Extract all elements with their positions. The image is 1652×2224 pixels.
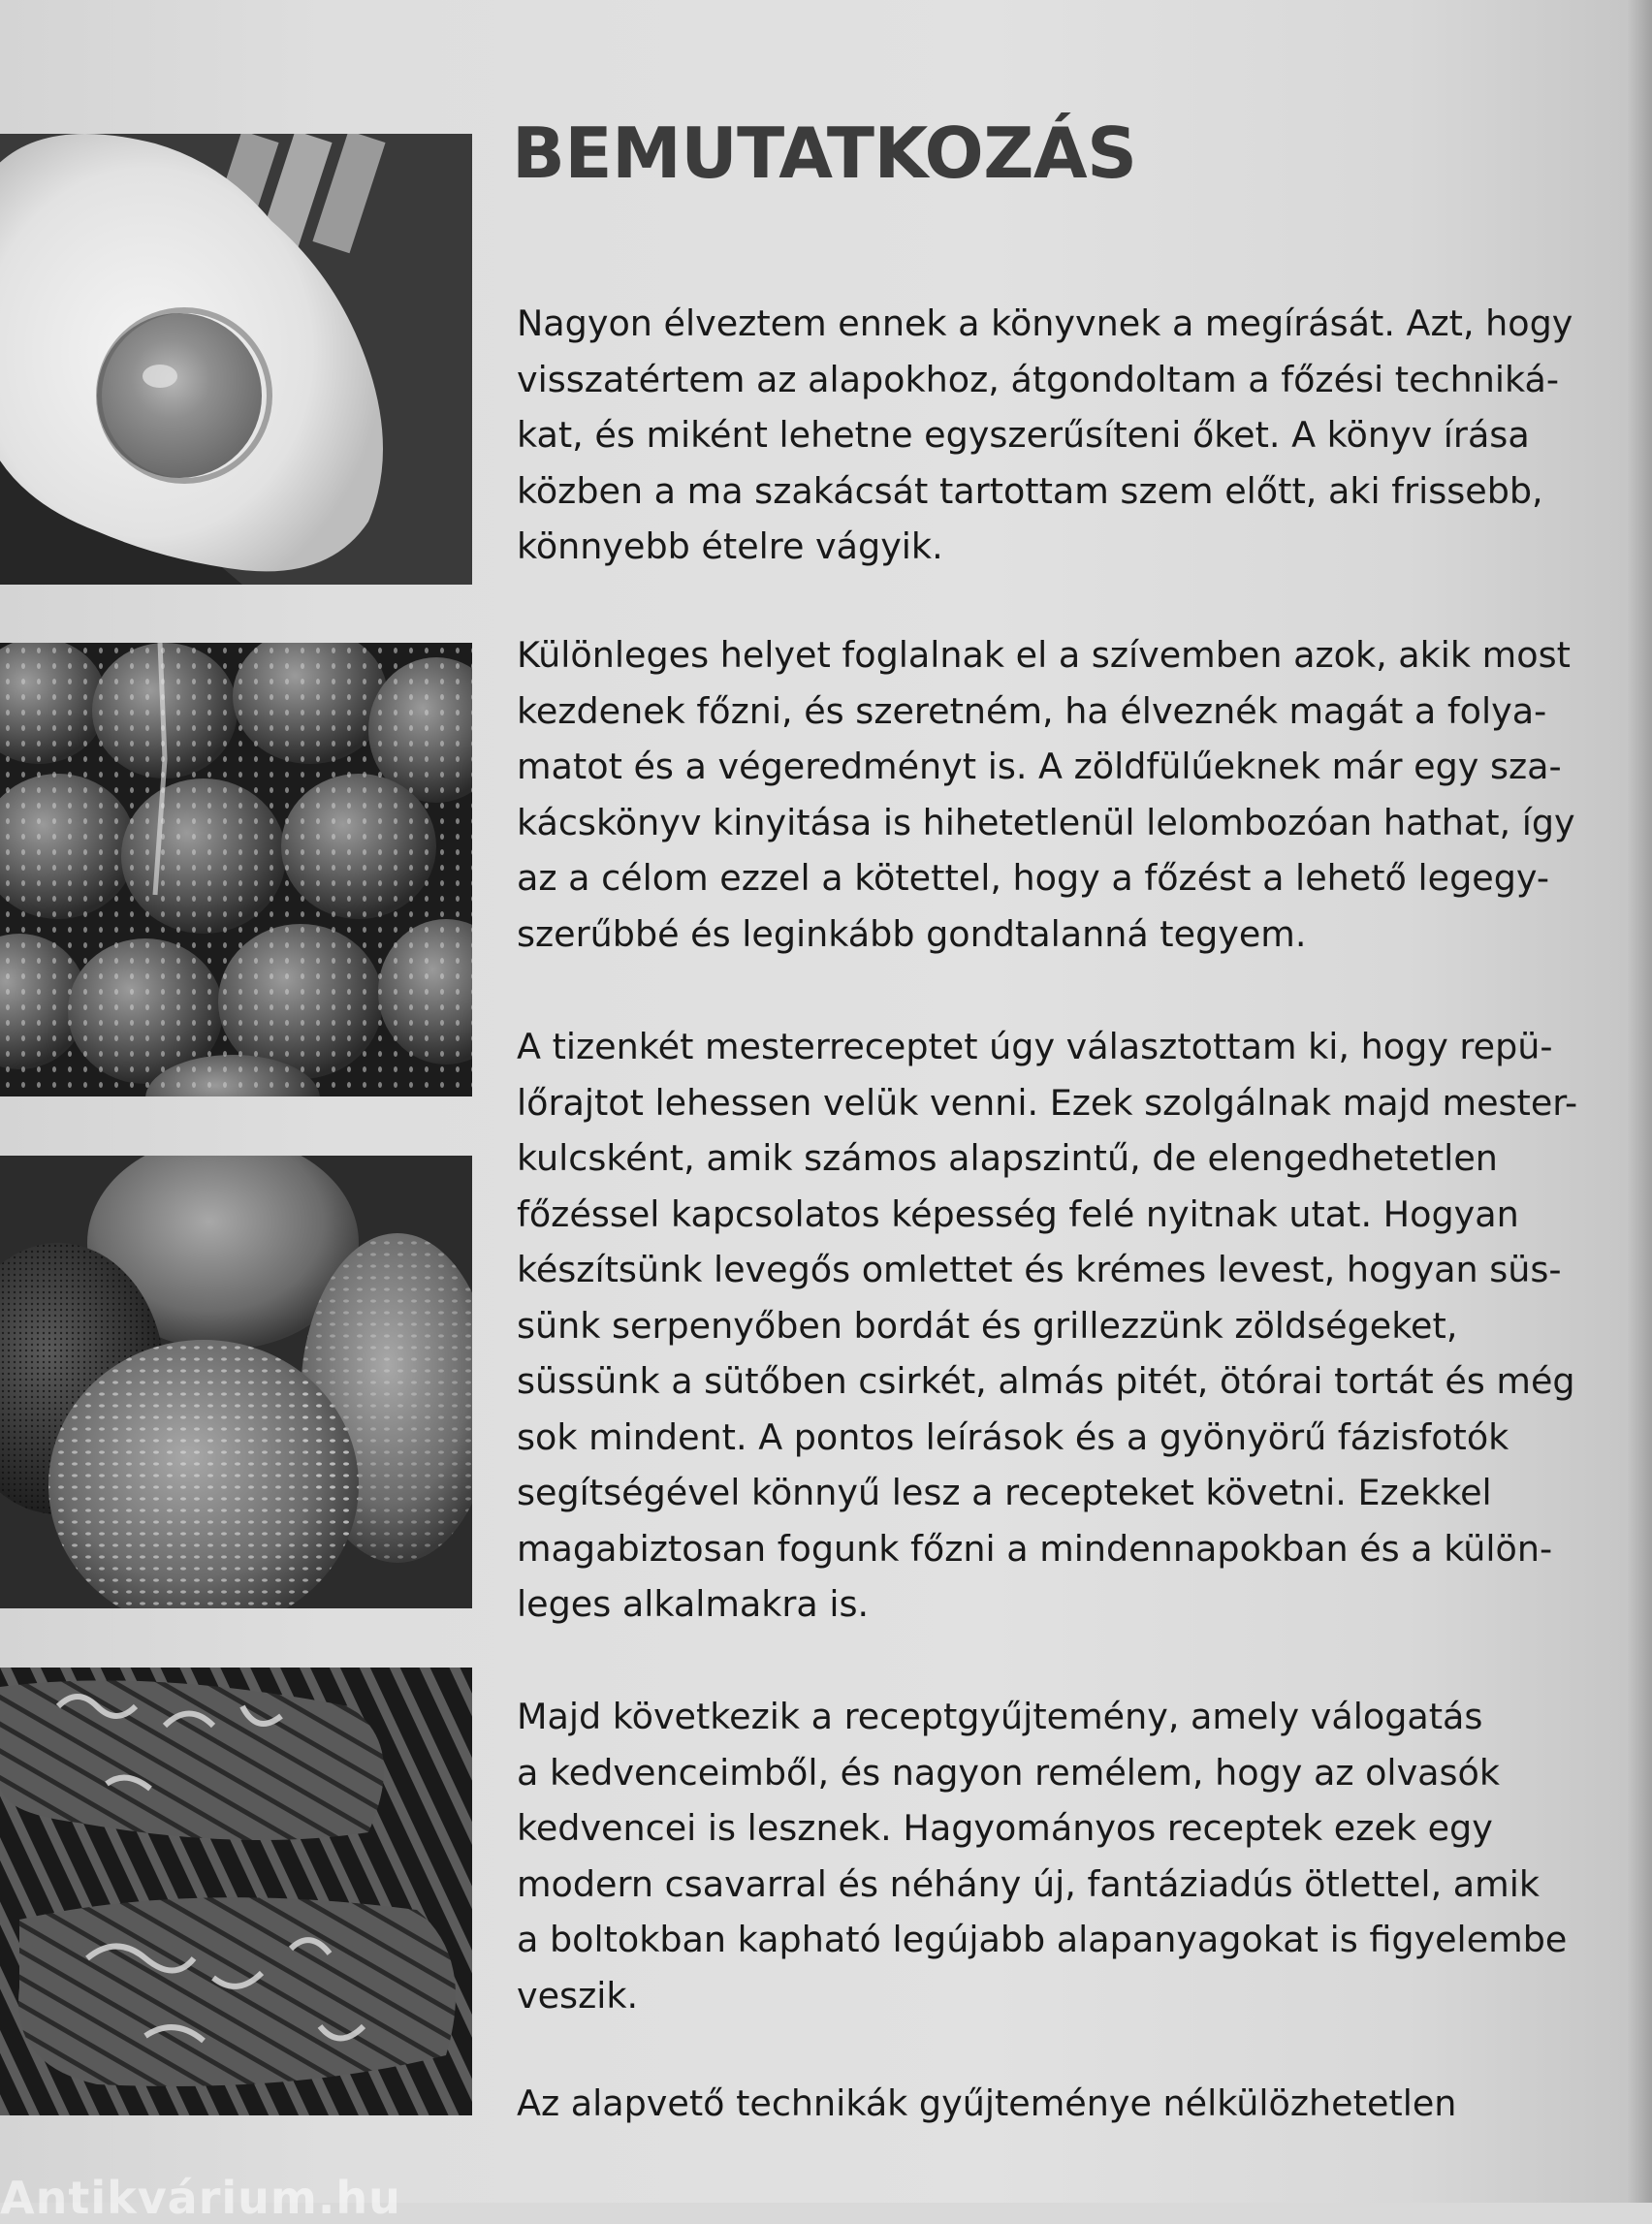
text-line: magabiztosan fogunk főzni a mindennapokban és a külön- [517, 1527, 1553, 1570]
text-line: kedvencei is lesznek. Hagyományos receptek ezek egy [517, 1807, 1493, 1849]
page-title: BEMUTATKOZÁS [512, 112, 1137, 194]
text-line: Nagyon élveztem ennek a könyvnek a megírását. Azt, hogy [517, 302, 1573, 344]
text-line: kulcsként, amik számos alapszintű, de elengedhetetlen [517, 1137, 1498, 1179]
text-line: sok mindent. A pontos leírások és a gyönyörű fázisfotók [517, 1415, 1509, 1458]
text-line: veszik. [517, 1974, 639, 2017]
bread-rolls-photo [0, 1156, 472, 1608]
intro-paragraph-1 [517, 296, 1622, 575]
text-line: Az alapvető technikák gyűjteménye nélkülözhetetlen [517, 2082, 1457, 2124]
text-line: az a célom ezzel a kötettel, hogy a főzést a lehető legegy- [517, 857, 1550, 899]
text-line: modern csavarral és néhány új, fantáziadús ötlettel, amik [517, 1862, 1540, 1905]
grilled-meat-photo [0, 1668, 472, 2115]
text-line: segítségével könnyű lesz a recepteket követni. Ezekkel [517, 1472, 1492, 1513]
fried-egg-image [0, 134, 472, 585]
strawberries-photo [0, 643, 472, 1096]
text-line: kácskönyv kinyitása is hihetetlenül lelombozóan hathat, így [517, 801, 1575, 843]
text-line: süssünk a sütőben csirkét, almás pitét, ötórai tortát és még [517, 1360, 1575, 1402]
watermark: Antikvárium.hu [0, 2172, 401, 2224]
grilled-meat-image [0, 1668, 472, 2115]
text-line: sünk serpenyőben bordát és grillezzünk zöldségeket, [517, 1304, 1458, 1347]
text-line: szerűbbé és leginkább gondtalanná tegyem. [517, 912, 1307, 955]
text-line: leges alkalmakra is. [517, 1583, 870, 1625]
intro-paragraph-5 [517, 2076, 1622, 2132]
text-line: Majd következik a receptgyűjtemény, amely válogatás [517, 1696, 1483, 1737]
text-line: főzéssel kapcsolatos képesség felé nyitnak utat. Hogyan [517, 1192, 1519, 1235]
strawberries-image [0, 643, 472, 1096]
text-line: kezdenek főzni, és szeretném, ha élveznék magát a folya- [517, 689, 1547, 732]
text-line: lőrajtot lehessen velük venni. Ezek szolgálnak majd mester- [517, 1081, 1578, 1124]
text-line: a kedvenceimből, és nagyon remélem, hogy az olvasók [517, 1751, 1501, 1794]
intro-paragraph-2 [517, 627, 1622, 962]
text-line: matot és a végeredményt is. A zöldfülűeknek már egy sza- [517, 746, 1562, 787]
intro-paragraph-4 [517, 1689, 1622, 2023]
text-line: könnyebb ételre vágyik. [517, 525, 943, 567]
text-line: Különleges helyet foglalnak el a szívemben azok, akik most [517, 634, 1571, 676]
text-line: visszatértem az alapokhoz, átgondoltam a főzési techniká- [517, 358, 1560, 400]
page-edge-shadow [1627, 0, 1652, 2203]
intro-paragraph-3 [517, 1019, 1622, 1633]
bread-rolls-image [0, 1156, 472, 1608]
text-line: közben a ma szakácsát tartottam szem előtt, aki frissebb, [517, 469, 1543, 512]
text-line: a boltokban kapható legújabb alapanyagokat is figyelembe [517, 1919, 1568, 1960]
text-line: készítsünk levegős omlettet és krémes levest, hogyan süs- [517, 1249, 1562, 1290]
fried-egg-photo [0, 134, 472, 585]
text-line: kat, és miként lehetne egyszerűsíteni őket. A könyv írása [517, 414, 1530, 456]
text-line: A tizenkét mesterreceptet úgy választottam ki, hogy repü- [517, 1026, 1553, 1067]
